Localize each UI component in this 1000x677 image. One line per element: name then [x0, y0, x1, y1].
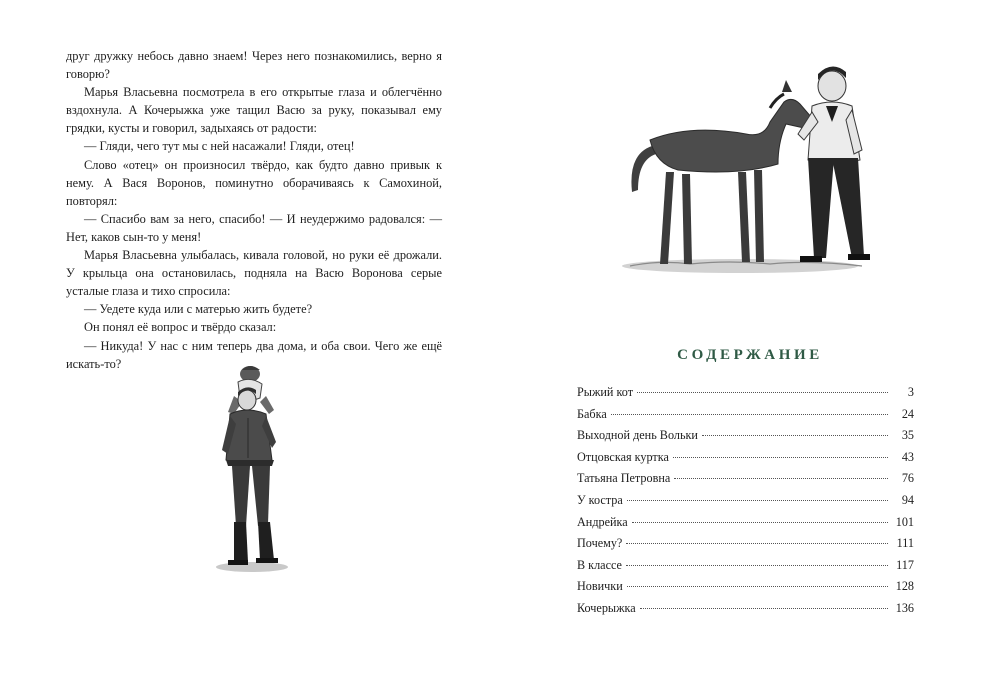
toc-entry-title: Рыжий кот: [577, 385, 634, 399]
paragraph: Марья Власьевна улыбалась, кивала головой, но руки её дрожали. У крыльца она остановилась, подняла на Васю Воронова серые усталые глаза и тихо спросила:: [66, 248, 442, 299]
boy-with-foal-illustration: [620, 52, 870, 277]
table-of-contents: [577, 385, 914, 623]
toc-entry-title: В классе: [577, 557, 622, 572]
right-page: [500, 0, 1000, 677]
toc-leader: [626, 555, 888, 566]
toc-page-number: 136: [895, 600, 914, 615]
toc-leader: [611, 404, 888, 415]
paragraph: друг дружку небось давно знаем! Через него познакомились, верно я говорю?: [66, 49, 442, 82]
toc-page-number: 94: [901, 492, 914, 507]
toc-entry-title: Андрейка: [577, 514, 628, 529]
toc-leader: [674, 468, 888, 479]
toc-page-number: 76: [901, 471, 914, 486]
story-text: [66, 47, 442, 373]
paragraph: Он понял её вопрос и твёрдо сказал:: [84, 320, 277, 335]
toc-page-number: 128: [895, 579, 914, 594]
toc-page-number: 24: [901, 406, 914, 421]
toc-page-number: 117: [896, 557, 914, 572]
toc-page-number: 43: [901, 449, 914, 464]
toc-entry-title: Татьяна Петровна: [577, 471, 671, 486]
toc-entry-title: Выходной день Вольки: [577, 428, 698, 443]
paragraph: — Уедете куда или с матерью жить будете?: [84, 302, 313, 317]
toc-leader: [637, 382, 888, 393]
man-with-child-illustration: [212, 362, 292, 578]
toc-entry-title: Кочерыжка: [577, 600, 636, 615]
toc-leader: [627, 576, 888, 587]
paragraph: Слово «отец» он произносил твёрдо, как будто давно привык к нему. А Вася Воронов, поминутно оборачиваясь к Самохиной, повторял:: [66, 157, 442, 208]
toc-leader: [673, 447, 888, 458]
paragraph: — Никуда! У нас с ним теперь два дома, и оба свои. Чего же ещё искать-то?: [66, 338, 442, 371]
toc-leader: [640, 598, 888, 609]
toc-page-number: 111: [896, 536, 914, 551]
toc-leader: [627, 490, 888, 501]
paragraph: — Гляди, чего тут мы с ней насажали! Гляди, отец!: [84, 139, 355, 154]
toc-entry-title: Отцовская куртка: [577, 449, 669, 464]
toc-entry-title: У костра: [577, 492, 623, 507]
toc-title: СОДЕРЖАНИЕ: [677, 347, 823, 363]
toc-entry-title: Почему?: [577, 536, 623, 551]
paragraph: Марья Власьевна посмотрела в его открытые глаза и облегчённо вздохнула. А Кочерыжка уже тащил Васю за руку, показывал ему грядки, кусты и говорил, задыхаясь от радости:: [66, 85, 442, 136]
toc-leader: [632, 512, 888, 523]
toc-leader: [702, 425, 888, 436]
toc-entry-title: Бабка: [577, 406, 607, 421]
toc-entry: [577, 601, 914, 623]
toc-leader: [626, 533, 888, 544]
toc-page-number: 101: [895, 514, 914, 529]
toc-page-number: 3: [907, 385, 914, 399]
toc-page-number: 35: [901, 428, 914, 443]
toc-entry-title: Новички: [577, 579, 623, 594]
paragraph: — Спасибо вам за него, спасибо! — И неудержимо радовался: — Нет, каков сын-то у меня!: [66, 211, 442, 244]
